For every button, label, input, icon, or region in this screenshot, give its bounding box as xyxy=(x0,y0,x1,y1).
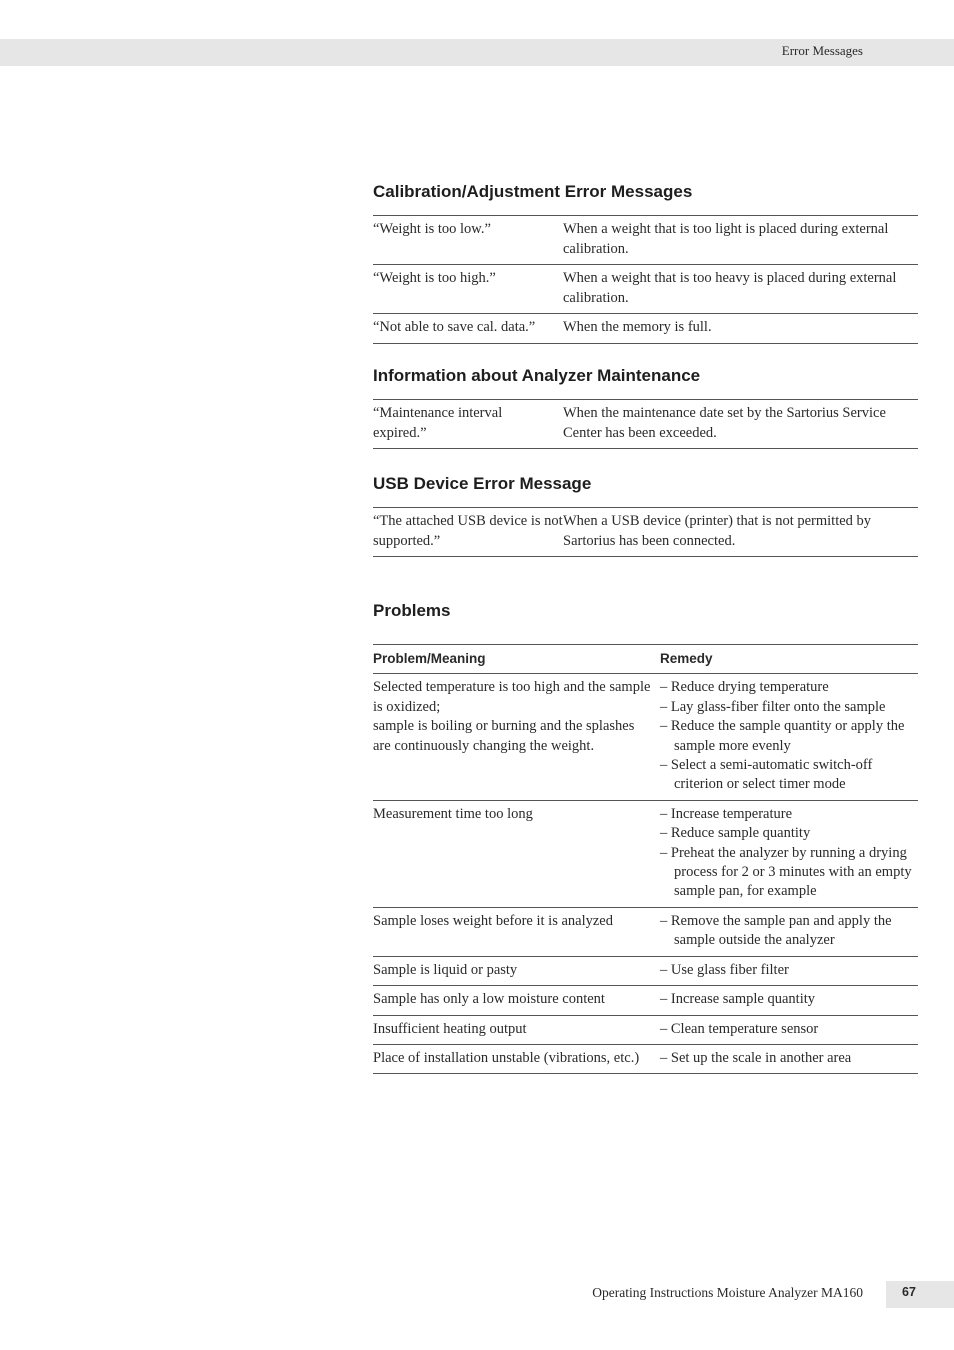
remedy-cell xyxy=(660,1015,918,1044)
remedy-cell xyxy=(660,674,918,800)
problem-text: Sample is liquid or pasty xyxy=(373,961,518,978)
problem-cell xyxy=(373,956,660,985)
column-header-problem: Problem/Meaning xyxy=(373,645,660,674)
section-title: Error Messages xyxy=(781,43,863,58)
problem-cell xyxy=(373,986,660,1015)
problems-heading: Problems xyxy=(373,601,451,620)
problems-table xyxy=(373,644,918,1074)
message-cell: “Weight is too high.” xyxy=(373,265,563,314)
remedy-item: – Increase sample quantity xyxy=(660,991,816,1008)
remedy-item: – Reduce sample quantity xyxy=(660,825,811,842)
meaning-cell: When a weight that is too heavy is placed during external calibration. xyxy=(563,265,918,314)
remedy-item: – Reduce drying temperature xyxy=(660,679,829,696)
problem-cell xyxy=(373,1015,660,1044)
message-cell: “Not able to save cal. data.” xyxy=(373,314,563,344)
remedy-item: – Preheat the analyzer by running a drying process for 2 or 3 minutes with an empty sample pan, for example xyxy=(660,844,912,900)
maintenance-heading: Information about Analyzer Maintenance xyxy=(373,366,701,385)
remedy-item: – Set up the scale in another area xyxy=(660,1049,852,1066)
usb-heading: USB Device Error Message xyxy=(373,474,592,493)
table-row xyxy=(373,907,918,956)
remedy-item: – Select a semi-automatic switch-off criterion or select timer mode xyxy=(660,757,873,793)
message-cell: “Maintenance interval expired.” xyxy=(373,400,563,449)
table-row xyxy=(373,216,918,265)
problem-text: Sample has only a low moisture content xyxy=(373,991,605,1008)
table-row xyxy=(373,1044,918,1073)
usb-table xyxy=(373,507,918,557)
page-number: 67 xyxy=(902,1285,916,1299)
table-row xyxy=(373,674,918,800)
remedy-item: – Reduce the sample quantity or apply the sample more evenly xyxy=(660,718,905,754)
remedy-cell xyxy=(660,907,918,956)
remedy-cell xyxy=(660,986,918,1015)
maintenance-table xyxy=(373,399,918,449)
table-row xyxy=(373,800,918,907)
remedy-item: – Lay glass-fiber filter onto the sample xyxy=(660,698,886,715)
problem-cell xyxy=(373,1044,660,1073)
remedy-item: – Increase temperature xyxy=(660,805,793,822)
problem-cell xyxy=(373,674,660,800)
problem-text: sample is boiling or burning and the splashes are continuously changing the weight. xyxy=(373,718,635,754)
header-bar xyxy=(0,39,954,66)
table-row xyxy=(373,508,918,557)
calibration-table xyxy=(373,215,918,344)
message-cell: “The attached USB device is not supported.” xyxy=(373,508,563,557)
table-row xyxy=(373,400,918,449)
document-title: Operating Instructions Moisture Analyzer MA160 xyxy=(592,1285,863,1300)
remedy-cell xyxy=(660,956,918,985)
problem-text: Sample loses weight before it is analyzed xyxy=(373,912,613,929)
meaning-cell: When a weight that is too light is placed during external calibration. xyxy=(563,216,918,265)
remedy-cell xyxy=(660,800,918,907)
problem-text: Measurement time too long xyxy=(373,805,533,822)
message-cell: “Weight is too low.” xyxy=(373,216,563,265)
problem-cell xyxy=(373,907,660,956)
table-row xyxy=(373,1015,918,1044)
table-row xyxy=(373,956,918,985)
remedy-item: – Clean temperature sensor xyxy=(660,1020,819,1037)
table-header-row xyxy=(373,645,918,674)
remedy-item: – Use glass fiber filter xyxy=(660,961,789,978)
table-row xyxy=(373,314,918,344)
meaning-cell: When the maintenance date set by the Sartorius Service Center has been exceeded. xyxy=(563,400,918,449)
problem-text: Place of installation unstable (vibrations, etc.) xyxy=(373,1049,640,1066)
table-row xyxy=(373,265,918,314)
column-header-remedy: Remedy xyxy=(660,645,918,674)
meaning-cell: When a USB device (printer) that is not permitted by Sartorius has been connected. xyxy=(563,508,918,557)
remedy-cell xyxy=(660,1044,918,1073)
table-row xyxy=(373,986,918,1015)
calibration-heading: Calibration/Adjustment Error Messages xyxy=(373,182,693,201)
problem-text: Insufficient heating output xyxy=(373,1020,527,1037)
remedy-item: – Remove the sample pan and apply the sample outside the analyzer xyxy=(660,912,892,949)
problem-cell xyxy=(373,800,660,907)
page-number-box xyxy=(886,1281,954,1308)
problem-text: Selected temperature is too high and the sample is oxidized; xyxy=(373,679,651,715)
meaning-cell: When the memory is full. xyxy=(563,314,918,344)
